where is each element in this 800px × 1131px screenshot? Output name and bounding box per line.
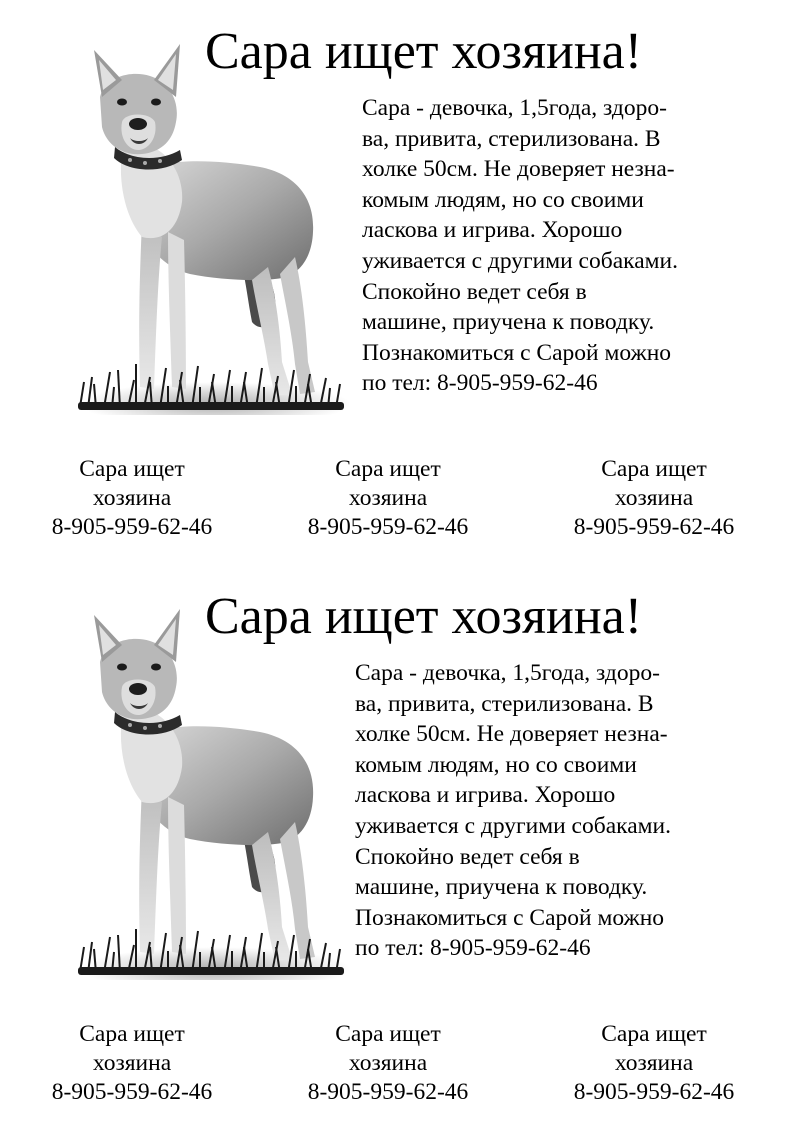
tear-off-tab: [534, 1020, 774, 1107]
tear-off-tab: [268, 455, 508, 542]
tab-phone: 8-905-959-62-46: [573, 1079, 735, 1105]
description-line: ласкова и игрива. Хорошо: [362, 217, 623, 244]
description-line: холке 50см. Не доверяет незна-: [355, 721, 668, 748]
description-line: по тел: 8-905-959-62-46: [362, 370, 598, 397]
tab-line-2: хозяина: [92, 1050, 172, 1076]
flyer-title: Сара ищет хозяина!: [205, 23, 643, 80]
tear-off-tabs: [0, 455, 800, 545]
description-line: комым людям, но со своими: [362, 186, 644, 213]
description-line: Сара - девочка, 1,5года, здоро-: [362, 95, 667, 121]
description-line: ва, привита, стерилизована. В: [362, 125, 661, 152]
flyer-description: [355, 658, 755, 964]
tab-line-2: хозяина: [614, 1050, 694, 1076]
tear-off-tab: [12, 1020, 252, 1107]
description-line: Сара - девочка, 1,5года, здоро-: [355, 660, 660, 686]
tab-line-1: Сара ищет: [335, 456, 441, 482]
tab-phone: 8-905-959-62-46: [51, 514, 213, 540]
tab-phone: 8-905-959-62-46: [51, 1079, 213, 1105]
tear-off-tab: [12, 455, 252, 542]
tab-line-1: Сара ищет: [601, 456, 707, 482]
tear-off-tabs: [0, 1020, 800, 1110]
description-line: уживается с другими собаками.: [362, 247, 678, 274]
tab-phone: 8-905-959-62-46: [573, 514, 735, 540]
tab-line-2: хозяина: [92, 485, 172, 511]
description-line: ласкова и игрива. Хорошо: [355, 782, 616, 809]
description-line: холке 50см. Не доверяет незна-: [362, 156, 675, 183]
tab-line-2: хозяина: [348, 1050, 428, 1076]
tab-phone: 8-905-959-62-46: [307, 1079, 469, 1105]
flyer-description: [362, 93, 762, 399]
description-line: машине, приучена к поводку.: [362, 309, 655, 336]
description-line: уживается с другими собаками.: [355, 812, 671, 839]
flyer-top: [0, 0, 800, 565]
description-line: машине, приучена к поводку.: [355, 874, 648, 901]
tab-line-2: хозяина: [614, 485, 694, 511]
flyer-title: Сара ищет хозяина!: [205, 588, 643, 645]
description-line: ва, привита, стерилизована. В: [355, 690, 654, 717]
description-line: Спокойно ведет себя в: [362, 278, 587, 305]
description-line: Познакомиться с Сарой можно: [355, 904, 665, 931]
tab-line-1: Сара ищет: [335, 1021, 441, 1047]
tear-off-tab: [534, 455, 774, 542]
tab-line-1: Сара ищет: [601, 1021, 707, 1047]
description-line: Спокойно ведет себя в: [355, 843, 580, 870]
description-line: комым людям, но со своими: [355, 751, 637, 778]
tab-line-1: Сара ищет: [79, 1021, 185, 1047]
tab-phone: 8-905-959-62-46: [307, 514, 469, 540]
description-line: по тел: 8-905-959-62-46: [355, 935, 591, 962]
flyer-bottom: [0, 565, 800, 1130]
description-line: Познакомиться с Сарой можно: [362, 339, 672, 366]
tab-line-2: хозяина: [348, 485, 428, 511]
tear-off-tab: [268, 1020, 508, 1107]
tab-line-1: Сара ищет: [79, 456, 185, 482]
